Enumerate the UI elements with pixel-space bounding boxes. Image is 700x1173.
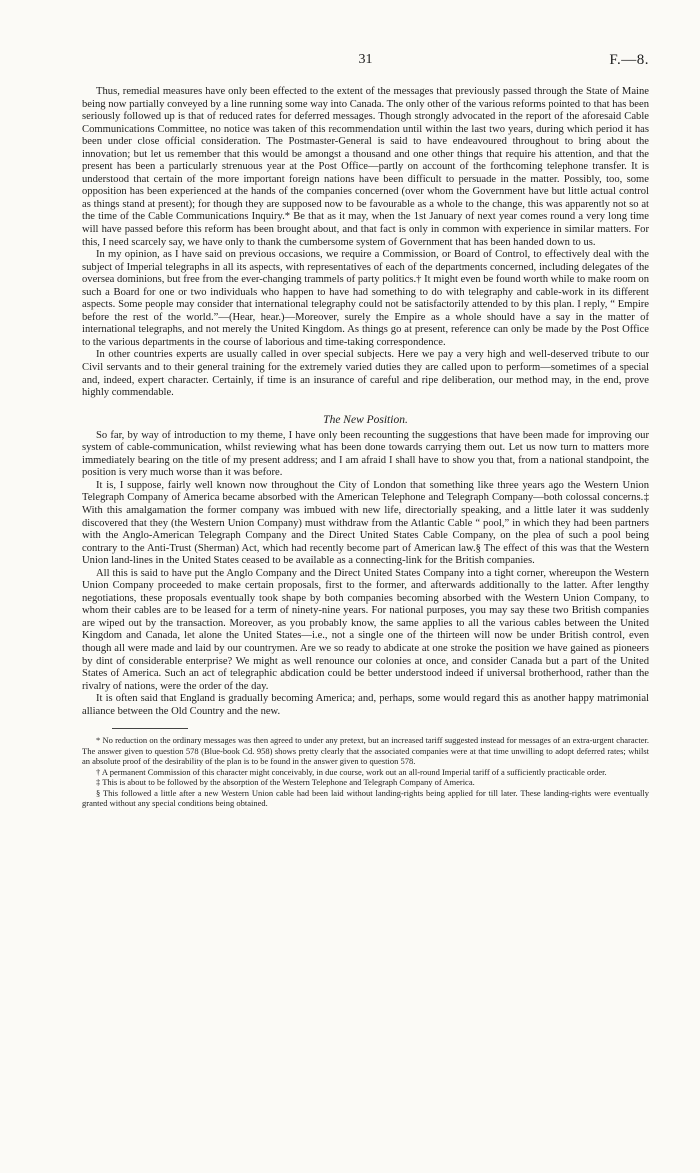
footnote: ‡ This is about to be followed by the absorption of the Western Telephone and Telegraph Company of America.: [96, 777, 475, 788]
footnotes: [82, 735, 649, 809]
footnote: * No reduction on the ordinary messages was then agreed to under any pretext, but an increased tariff suggested instead for messages of an extra-urgent character. The answer given to question 578 (Blue-book Cd. 958) shows pretty clearly that the associated companies were at that time unwilling to adopt deferred rates; whilst an absolute proof of the desirability of the plan is to be found in the answer given to question 578.: [82, 735, 649, 767]
document-reference: F.—8.: [609, 52, 649, 68]
paragraph-experts: In other countries experts are usually called in over special subjects. Here we pay a very high and well-deserved tribute to our Civil servants and to their general training for the extremely varied duties they are called upon to perform—sometimes of a special and, indeed, expert character. Certainly, if time is an insurance of careful and ripe deliberation, our method may, in the end, prove highly commendable.: [82, 349, 649, 399]
footnote: † A permanent Commission of this character might conceivably, in due course, work out an all-round Imperial tariff of a sufficiently practicable order.: [96, 766, 607, 777]
page-number: 31: [358, 52, 373, 67]
page-header: [82, 52, 649, 72]
paragraph-anglo-company: All this is said to have put the Anglo Company and the Direct United States Company into a tight corner, whereupon the Western Union Company proceeded to make certain proposals, first to the former, and afterwards additionally to the latter. After lengthy negotiations, these proposals eventually took shape by both companies becoming absorbed with the Western Union Company, to whom their cables are to be leased for a term of ninety-nine years. For national purposes, you may say these two British companies are wiped out by the transaction. Moreover, as you probably know, the same applies to all the various cables between the United Kingdom and Canada, let alone the United States—i.e., not a single one of the thirteen will now be under British control, even though all were made and laid by our countrymen. Are we so ready to abdicate at one stroke the position we have gained as pioneers by dint of considerable enterprise? We might as well renounce our colonies at once, and consider Canada but a part of the United States of America. Such an act of telegraphic abdication could be better understood indeed if universal brotherhood, rather than the rivalry of nations, were the order of the day.: [82, 567, 649, 692]
body-text: [82, 86, 649, 718]
footnote: § This followed a little after a new Western Union cable had been laid without landing-rights being applied for till later. These landing-rights were eventually granted without any special conditions being obtained.: [82, 787, 649, 809]
paragraph-introduction: So far, by way of introduction to my theme, I have only been recounting the suggestions that have been made for improving our system of cable-communication, whilst reviewing what has been done towards carrying them out. Let us now turn to matters more immediately bearing on the title of my present address; and I am afraid I shall have to show you that, from a national standpoint, the position is very much worse than it was before.: [82, 429, 649, 479]
paragraph-western-union: It is, I suppose, fairly well known now throughout the City of London that something like three years ago the Western Union Telegraph Company of America became absorbed with the American Telephone and Telegraph Company—both colossal concerns.‡ With this amalgamation the former company was imbued with new life, directorially speaking, and a little later it was suddenly discovered that they (the Western Union Company) must withdraw from the Atlantic Cable “ pool,” in which they had been partners with the Anglo-American Telegraph Company and the Direct United States Cable Company, on the plea of such a pool being contrary to the Anti-Trust (Sherman) Act, which had recently become part of American law.§ The effect of this was that the Western Union land-lines in the United States ceased to be available as a connecting-link for the British companies.: [82, 479, 649, 567]
paragraph-remedial-measures: Thus, remedial measures have only been effected to the extent of the messages that previously passed through the State of Maine being now partially conveyed by a line running some way into Canada. The only other of the various reforms pointed to that has been seriously followed up is that of reduced rates for deferred messages. Though strongly advocated in the report of the aforesaid Cable Communications Committee, no notice was taken of this recommendation until within the last two years, during which period it has been under close official consideration. The Postmaster-General is said to have endeavoured throughout to bring about the innovation; but let us remember that this would be amongst a thousand and one other things that require his attention, and that the present has been a particularly strenuous year at the Post Office—partly on account of the forthcoming telephone transfer. It is understood that certain of the more important foreign nations have been difficult to persuade in the matter. Possibly, too, some opposition has been experienced at the hands of the companies concerned (over whom the Government have but little actual control as things stand at present); for though they are supposed now to be favourable as a whole to the change, this was apparently not so at the time of the Cable Communications Inquiry.* Be that as it may, when the 1st January of next year comes round a very long time will have passed before this reform has been brought about, and that fact is only in common with experience in similar matters. For this, I need scarcely say, we have only to thank the cumbersome system of Government that has been handed down to us.: [82, 86, 649, 248]
paragraph-commission: In my opinion, as I have said on previous occasions, we require a Commission, or Board of Control, to effectively deal with the subject of Imperial telegraphs in all its aspects, with representatives of each of the departments concerned, including delegates of the oversea dominions, but free from the ever-changing trammels of party politics.† It might even be found worth while to make room on such a Board for one or two individuals who happen to have had something to do with telegraphy and cable-work in its different aspects. Some people may consider that international telegraphy could not be satisfactorily attended to by this plan. I reply, “ Empire before the rest of the world.”—(Hear, hear.)—Moreover, surely the Empire as a whole should have a say in the matter of international telegraphs, and not merely the United Kingdom. As things go at present, reference can only be made by the Post Office to the various departments in the course of laborious and time-taking correspondence.: [82, 249, 649, 348]
paragraph-england-america: It is often said that England is gradually becoming America; and, perhaps, some would regard this as another happy matrimonial alliance between the Old Country and the new.: [82, 693, 649, 717]
footnote-divider: [112, 728, 188, 729]
section-heading: The New Position.: [323, 413, 408, 426]
